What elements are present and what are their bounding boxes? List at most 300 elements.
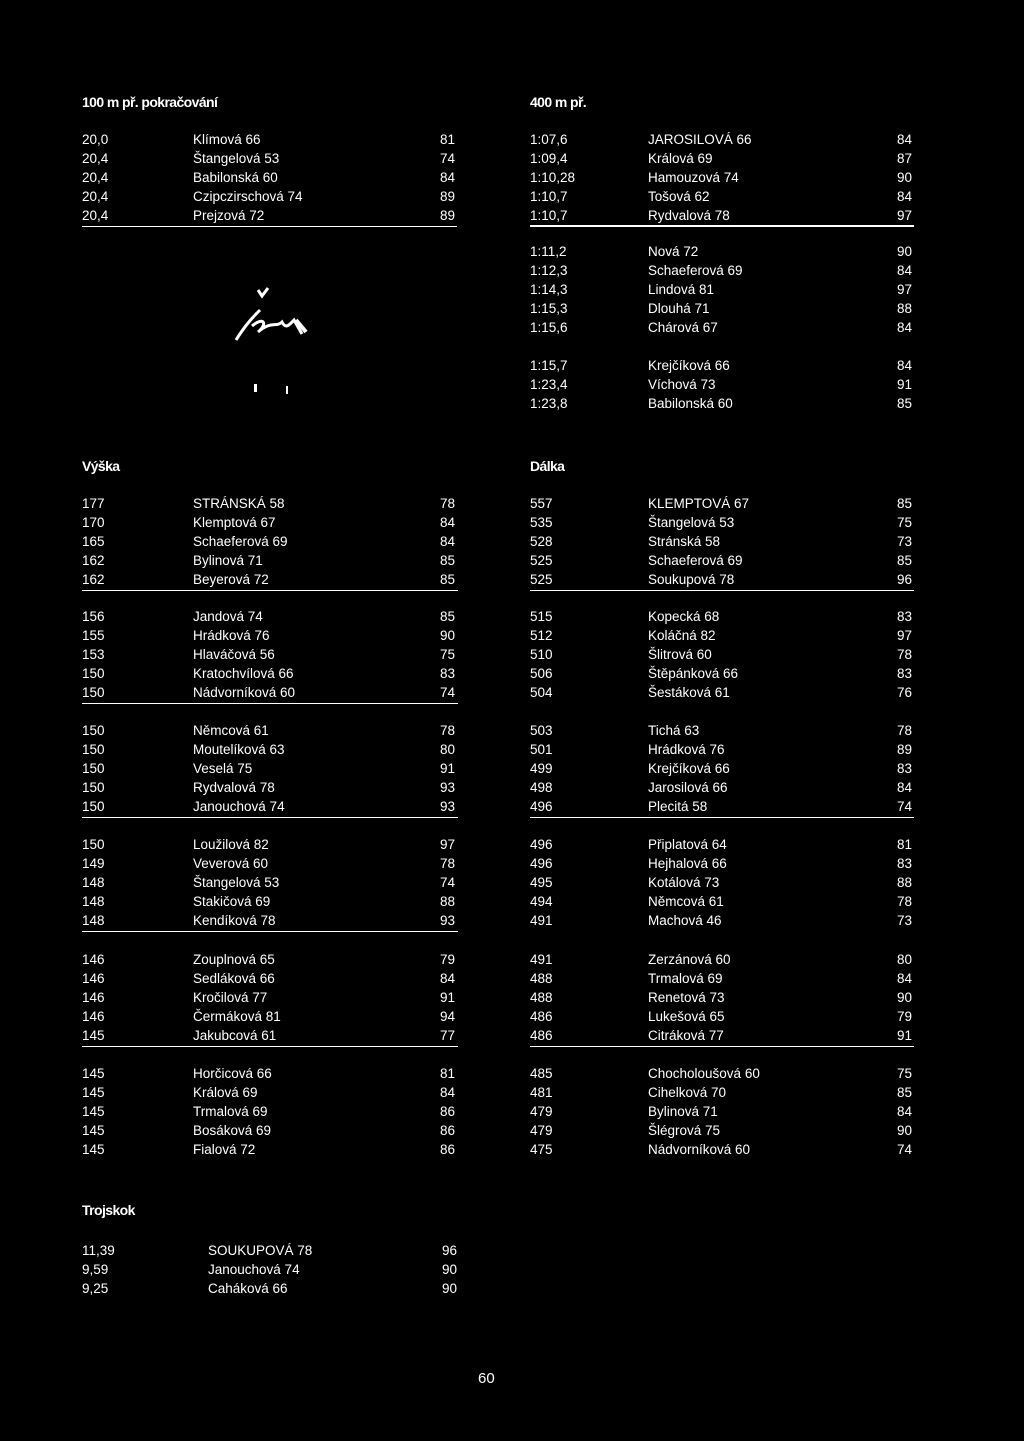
result-mark: 495 xyxy=(530,875,553,890)
result-mark: 20,4 xyxy=(82,151,109,166)
season-year: 78 xyxy=(896,894,912,909)
result-mark: 145 xyxy=(82,1028,105,1043)
season-year: 90 xyxy=(896,244,912,259)
result-mark: 503 xyxy=(530,723,553,738)
season-year: 84 xyxy=(896,1104,912,1119)
result-mark: 1:10,7 xyxy=(530,208,568,223)
season-year: 84 xyxy=(439,170,455,185)
result-mark: 1:14,3 xyxy=(530,282,568,297)
result-mark: 146 xyxy=(82,971,105,986)
season-year: 88 xyxy=(439,894,455,909)
athlete-name: Jakubcová 61 xyxy=(193,1028,277,1043)
athlete-name: Krejčíková 66 xyxy=(648,358,730,373)
athlete-name: Moutelíková 63 xyxy=(193,742,285,757)
athlete-name: Šlégrová 75 xyxy=(648,1123,721,1138)
result-mark: 515 xyxy=(530,609,553,624)
result-row xyxy=(530,168,914,187)
section-title-triple-jump: Trojskok xyxy=(82,1202,135,1218)
season-year: 84 xyxy=(896,320,912,335)
result-group xyxy=(82,835,458,930)
result-row xyxy=(82,988,458,1007)
result-mark: 150 xyxy=(82,780,105,795)
result-row xyxy=(82,607,458,626)
season-year: 91 xyxy=(439,990,455,1005)
result-group xyxy=(530,494,914,589)
result-mark: 488 xyxy=(530,990,553,1005)
result-mark: 20,4 xyxy=(82,189,109,204)
result-mark: 535 xyxy=(530,515,553,530)
athlete-name: Prejzová 72 xyxy=(193,208,265,223)
group-divider xyxy=(82,817,458,818)
result-mark: 150 xyxy=(82,742,105,757)
result-row xyxy=(530,356,914,375)
season-year: 83 xyxy=(439,666,455,681)
season-year: 80 xyxy=(896,952,912,967)
athlete-name: Lindová 81 xyxy=(648,282,715,297)
result-row xyxy=(530,187,914,206)
season-year: 85 xyxy=(439,553,455,568)
athlete-name: Bylinová 71 xyxy=(648,1104,718,1119)
result-mark: 150 xyxy=(82,723,105,738)
result-mark: 525 xyxy=(530,572,553,587)
season-year: 90 xyxy=(441,1281,457,1296)
athlete-name: Nová 72 xyxy=(648,244,699,259)
athlete-name: Dlouhá 71 xyxy=(648,301,710,316)
season-year: 90 xyxy=(896,990,912,1005)
season-year: 91 xyxy=(896,377,912,392)
result-mark: 504 xyxy=(530,685,553,700)
athlete-name: Kročilová 77 xyxy=(193,990,268,1005)
athlete-name: Víchová 73 xyxy=(648,377,716,392)
result-row xyxy=(530,206,914,225)
result-row xyxy=(82,1007,458,1026)
result-row xyxy=(82,532,458,551)
season-year: 78 xyxy=(896,647,912,662)
result-mark: 156 xyxy=(82,609,105,624)
athlete-name: Czipczirschová 74 xyxy=(193,189,303,204)
result-row xyxy=(530,1102,914,1121)
result-mark: 510 xyxy=(530,647,553,662)
athlete-name: Kotálová 73 xyxy=(648,875,720,890)
result-row xyxy=(82,187,457,206)
season-year: 85 xyxy=(896,396,912,411)
athlete-name: Citráková 77 xyxy=(648,1028,724,1043)
result-mark: 148 xyxy=(82,913,105,928)
athlete-name: Krejčíková 66 xyxy=(648,761,730,776)
result-mark: 479 xyxy=(530,1104,553,1119)
athlete-name: Štěpánková 66 xyxy=(648,666,739,681)
season-year: 78 xyxy=(439,723,455,738)
result-mark: 146 xyxy=(82,952,105,967)
result-row xyxy=(82,683,458,702)
result-mark: 525 xyxy=(530,553,553,568)
section-title-high-jump: Výška xyxy=(82,458,120,474)
result-row xyxy=(530,778,914,797)
result-mark: 150 xyxy=(82,666,105,681)
season-year: 97 xyxy=(896,282,912,297)
result-row xyxy=(82,570,458,589)
season-year: 78 xyxy=(439,496,455,511)
season-year: 78 xyxy=(439,856,455,871)
result-mark: 1:15,6 xyxy=(530,320,568,335)
result-row xyxy=(530,664,914,683)
result-group xyxy=(82,721,458,816)
result-row xyxy=(82,626,458,645)
athlete-name: Babilonská 60 xyxy=(193,170,278,185)
result-row xyxy=(82,494,458,513)
athlete-name: SOUKUPOVÁ 78 xyxy=(208,1243,313,1258)
athlete-name: Nádvorníková 60 xyxy=(193,685,296,700)
result-mark: 494 xyxy=(530,894,553,909)
result-row xyxy=(82,1241,458,1260)
result-row xyxy=(82,206,457,225)
result-row xyxy=(530,494,914,513)
athlete-name: JAROSILOVÁ 66 xyxy=(648,132,752,147)
result-row xyxy=(82,911,458,930)
season-year: 74 xyxy=(896,1142,912,1157)
season-year: 84 xyxy=(896,132,912,147)
result-row xyxy=(530,892,914,911)
group-divider xyxy=(82,226,457,227)
athlete-name: Tichá 63 xyxy=(648,723,700,738)
result-mark: 20,0 xyxy=(82,132,109,147)
result-row xyxy=(530,532,914,551)
result-row xyxy=(82,835,458,854)
season-year: 86 xyxy=(439,1104,455,1119)
season-year: 80 xyxy=(439,742,455,757)
result-row xyxy=(530,1121,914,1140)
season-year: 93 xyxy=(439,913,455,928)
athlete-name: Lukešová 65 xyxy=(648,1009,725,1024)
season-year: 90 xyxy=(896,170,912,185)
result-row xyxy=(530,299,914,318)
result-row xyxy=(530,261,914,280)
result-group xyxy=(530,607,914,702)
result-row xyxy=(82,1064,458,1083)
season-year: 75 xyxy=(439,647,455,662)
athlete-name: Loužilová 82 xyxy=(193,837,269,852)
athlete-name: Čermáková 81 xyxy=(193,1009,281,1024)
result-group xyxy=(530,1064,914,1159)
result-mark: 1:12,3 xyxy=(530,263,568,278)
result-row xyxy=(530,318,914,337)
result-mark: 498 xyxy=(530,780,553,795)
result-row xyxy=(530,1026,914,1045)
season-year: 73 xyxy=(896,534,912,549)
result-row xyxy=(530,551,914,570)
season-year: 84 xyxy=(896,189,912,204)
result-mark: 145 xyxy=(82,1085,105,1100)
result-row xyxy=(530,911,914,930)
athlete-name: Fialová 72 xyxy=(193,1142,256,1157)
result-mark: 491 xyxy=(530,913,553,928)
season-year: 84 xyxy=(896,358,912,373)
athlete-name: Stakičová 69 xyxy=(193,894,271,909)
season-year: 79 xyxy=(439,952,455,967)
result-row xyxy=(82,1083,458,1102)
result-mark: 506 xyxy=(530,666,553,681)
season-year: 87 xyxy=(896,151,912,166)
athlete-name: Renetová 73 xyxy=(648,990,725,1005)
result-mark: 145 xyxy=(82,1142,105,1157)
section-title-100m-hurdles-cont: 100 m př. pokračování xyxy=(82,94,218,110)
athlete-name: Machová 46 xyxy=(648,913,722,928)
result-row xyxy=(530,969,914,988)
result-mark: 146 xyxy=(82,990,105,1005)
result-mark: 150 xyxy=(82,837,105,852)
result-row xyxy=(530,513,914,532)
season-year: 83 xyxy=(896,761,912,776)
result-row xyxy=(82,149,457,168)
result-mark: 149 xyxy=(82,856,105,871)
result-row xyxy=(82,1026,458,1045)
result-mark: 148 xyxy=(82,894,105,909)
result-row xyxy=(530,1064,914,1083)
result-mark: 512 xyxy=(530,628,553,643)
season-year: 77 xyxy=(439,1028,455,1043)
season-year: 94 xyxy=(439,1009,455,1024)
athlete-name: Štangelová 53 xyxy=(648,515,735,530)
result-row xyxy=(82,551,458,570)
result-group xyxy=(82,130,457,225)
result-row xyxy=(530,130,914,149)
group-divider xyxy=(82,1046,458,1047)
athlete-name: Trmalová 69 xyxy=(648,971,723,986)
season-year: 74 xyxy=(896,799,912,814)
result-mark: 145 xyxy=(82,1104,105,1119)
result-group xyxy=(530,721,914,816)
result-row xyxy=(530,394,914,413)
season-year: 89 xyxy=(896,742,912,757)
result-mark: 177 xyxy=(82,496,105,511)
season-year: 90 xyxy=(896,1123,912,1138)
athlete-name: Chárová 67 xyxy=(648,320,718,335)
season-year: 89 xyxy=(439,208,455,223)
result-group xyxy=(82,950,458,1045)
season-year: 91 xyxy=(896,1028,912,1043)
result-mark: 499 xyxy=(530,761,553,776)
result-mark: 1:23,4 xyxy=(530,377,568,392)
season-year: 86 xyxy=(439,1142,455,1157)
athlete-name: Šlitrová 60 xyxy=(648,647,712,662)
season-year: 85 xyxy=(439,572,455,587)
athlete-name: Zerzánová 60 xyxy=(648,952,731,967)
result-row xyxy=(530,740,914,759)
season-year: 85 xyxy=(896,1085,912,1100)
result-row xyxy=(82,759,458,778)
athlete-name: Bosáková 69 xyxy=(193,1123,272,1138)
season-year: 85 xyxy=(896,553,912,568)
result-row xyxy=(530,570,914,589)
result-row xyxy=(530,721,914,740)
athlete-name: Hamouzová 74 xyxy=(648,170,739,185)
athlete-name: Cihelková 70 xyxy=(648,1085,727,1100)
season-year: 73 xyxy=(896,913,912,928)
athlete-name: Veselá 75 xyxy=(193,761,253,776)
result-row xyxy=(82,778,458,797)
season-year: 75 xyxy=(896,515,912,530)
athlete-name: Hrádková 76 xyxy=(193,628,270,643)
athlete-name: KLEMPTOVÁ 67 xyxy=(648,496,750,511)
result-mark: 9,59 xyxy=(82,1262,109,1277)
athlete-name: Sedláková 66 xyxy=(193,971,275,986)
athlete-name: Schaeferová 69 xyxy=(193,534,288,549)
athlete-name: Klímová 66 xyxy=(193,132,261,147)
season-year: 81 xyxy=(896,837,912,852)
result-group xyxy=(82,494,458,589)
result-mark: 496 xyxy=(530,856,553,871)
athlete-name: Tošová 62 xyxy=(648,189,710,204)
result-mark: 488 xyxy=(530,971,553,986)
result-row xyxy=(82,664,458,683)
athlete-name: Trmalová 69 xyxy=(193,1104,268,1119)
result-mark: 485 xyxy=(530,1066,553,1081)
result-group xyxy=(530,356,914,413)
result-mark: 486 xyxy=(530,1028,553,1043)
season-year: 83 xyxy=(896,856,912,871)
result-mark: 20,4 xyxy=(82,170,109,185)
season-year: 81 xyxy=(439,1066,455,1081)
athlete-name: Němcová 61 xyxy=(193,723,269,738)
result-mark: 481 xyxy=(530,1085,553,1100)
athlete-name: Nádvorníková 60 xyxy=(648,1142,751,1157)
result-mark: 9,25 xyxy=(82,1281,109,1296)
athlete-name: Babilonská 60 xyxy=(648,396,733,411)
season-year: 88 xyxy=(896,875,912,890)
athlete-name: Chocholoušová 60 xyxy=(648,1066,760,1081)
result-row xyxy=(82,740,458,759)
result-mark: 11,39 xyxy=(82,1243,115,1258)
athlete-name: Kopecká 68 xyxy=(648,609,720,624)
season-year: 97 xyxy=(896,208,912,223)
result-mark: 155 xyxy=(82,628,105,643)
season-year: 85 xyxy=(896,496,912,511)
athlete-name: Šestáková 61 xyxy=(648,685,730,700)
result-mark: 1:11,2 xyxy=(530,244,567,259)
athlete-name: Janouchová 74 xyxy=(193,799,285,814)
athlete-name: Jandová 74 xyxy=(193,609,263,624)
season-year: 96 xyxy=(896,572,912,587)
season-year: 75 xyxy=(896,1066,912,1081)
result-row xyxy=(530,873,914,892)
athlete-name: Hejhalová 66 xyxy=(648,856,727,871)
season-year: 91 xyxy=(439,761,455,776)
season-year: 81 xyxy=(439,132,455,147)
season-year: 84 xyxy=(896,263,912,278)
season-year: 74 xyxy=(439,875,455,890)
result-row xyxy=(82,1140,458,1159)
result-row xyxy=(530,854,914,873)
result-row xyxy=(530,950,914,969)
season-year: 79 xyxy=(896,1009,912,1024)
result-row xyxy=(82,645,458,664)
result-mark: 150 xyxy=(82,761,105,776)
season-year: 90 xyxy=(441,1262,457,1277)
athlete-name: Hrádková 76 xyxy=(648,742,725,757)
season-year: 84 xyxy=(896,780,912,795)
section-title-long-jump: Dálka xyxy=(530,458,565,474)
result-row xyxy=(82,513,458,532)
result-row xyxy=(82,1260,458,1279)
result-mark: 496 xyxy=(530,837,553,852)
athlete-name: Králová 69 xyxy=(648,151,713,166)
result-group xyxy=(82,607,458,702)
result-row xyxy=(530,242,914,261)
group-divider xyxy=(530,226,914,227)
result-row xyxy=(530,759,914,778)
season-year: 78 xyxy=(896,723,912,738)
season-year: 84 xyxy=(439,534,455,549)
season-year: 74 xyxy=(439,685,455,700)
season-year: 97 xyxy=(439,837,455,852)
athlete-name: Soukupová 78 xyxy=(648,572,735,587)
season-year: 74 xyxy=(439,151,455,166)
result-group xyxy=(530,835,914,930)
athlete-name: Štangelová 53 xyxy=(193,151,280,166)
result-row xyxy=(82,1121,458,1140)
athlete-name: Plecitá 58 xyxy=(648,799,708,814)
athlete-name: Caháková 66 xyxy=(208,1281,288,1296)
result-row xyxy=(82,130,457,149)
result-mark: 496 xyxy=(530,799,553,814)
athlete-name: Koláčná 82 xyxy=(648,628,716,643)
result-mark: 501 xyxy=(530,742,553,757)
result-mark: 145 xyxy=(82,1066,105,1081)
result-group xyxy=(82,1064,458,1159)
season-year: 97 xyxy=(896,628,912,643)
page-number: 60 xyxy=(478,1370,495,1387)
athlete-name: Kratochvílová 66 xyxy=(193,666,294,681)
athlete-name: Janouchová 74 xyxy=(208,1262,300,1277)
result-row xyxy=(82,854,458,873)
result-group xyxy=(530,950,914,1045)
result-row xyxy=(82,1102,458,1121)
group-divider xyxy=(82,931,458,932)
athlete-name: Králová 69 xyxy=(193,1085,258,1100)
result-mark: 1:23,8 xyxy=(530,396,568,411)
result-mark: 170 xyxy=(82,515,105,530)
result-mark: 528 xyxy=(530,534,553,549)
result-mark: 162 xyxy=(82,553,105,568)
result-group xyxy=(530,242,914,337)
season-year: 84 xyxy=(439,971,455,986)
result-group xyxy=(82,1241,458,1298)
season-year: 83 xyxy=(896,666,912,681)
result-mark: 150 xyxy=(82,685,105,700)
result-row xyxy=(82,168,457,187)
result-row xyxy=(530,797,914,816)
athlete-name: Stránská 58 xyxy=(648,534,721,549)
athlete-name: Kendíková 78 xyxy=(193,913,276,928)
season-year: 90 xyxy=(439,628,455,643)
result-mark: 1:10,7 xyxy=(530,189,568,204)
season-year: 88 xyxy=(896,301,912,316)
result-mark: 475 xyxy=(530,1142,553,1157)
result-mark: 165 xyxy=(82,534,105,549)
athlete-name: Připlatová 64 xyxy=(648,837,727,852)
athlete-name: Klemptová 67 xyxy=(193,515,276,530)
result-mark: 1:15,7 xyxy=(530,358,568,373)
athlete-name: Bylinová 71 xyxy=(193,553,263,568)
season-year: 84 xyxy=(439,515,455,530)
result-row xyxy=(82,797,458,816)
season-year: 83 xyxy=(896,609,912,624)
athlete-name: Jarosilová 66 xyxy=(648,780,728,795)
result-group xyxy=(530,130,914,225)
result-mark: 491 xyxy=(530,952,553,967)
result-mark: 145 xyxy=(82,1123,105,1138)
group-divider xyxy=(530,590,914,591)
